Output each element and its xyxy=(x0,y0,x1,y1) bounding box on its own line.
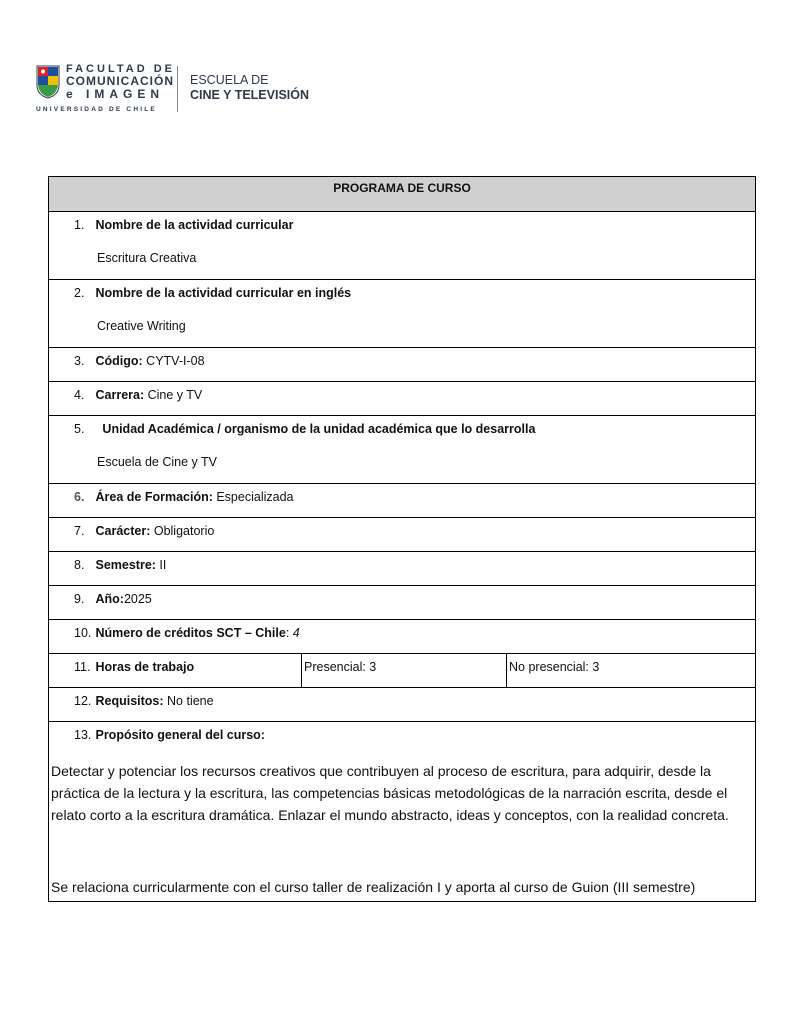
row-year xyxy=(49,585,755,619)
field-value: Creative Writing xyxy=(97,319,186,333)
no-presencial-cell xyxy=(507,654,755,687)
row-course-purpose xyxy=(49,721,755,901)
field-label: Área de Formación: xyxy=(95,490,213,504)
field-value: 2025 xyxy=(123,592,152,606)
field-label: Carácter: xyxy=(95,524,151,538)
field-label: Propósito general del curso: xyxy=(95,728,265,742)
item-number: 8. xyxy=(74,558,85,572)
faculty-name-line3: e IMAGEN xyxy=(66,87,165,101)
field-separator: : xyxy=(285,626,293,640)
item-number: 9. xyxy=(74,592,85,606)
field-value: CYTV-I-08 xyxy=(142,354,205,368)
row-work-hours xyxy=(49,653,755,687)
field-value: No tiene xyxy=(163,694,214,708)
field-label: Nombre de la actividad curricular xyxy=(95,218,294,232)
item-number: 11. xyxy=(74,660,91,674)
item-number: 5. xyxy=(74,422,85,436)
field-label: Requisitos: xyxy=(95,694,164,708)
item-number: 12. xyxy=(74,694,92,708)
field-value: II xyxy=(155,558,167,572)
faculty-name-line1: FACULTAD DE xyxy=(66,63,175,75)
curricular-relation-paragraph: Se relaciona curricularmente con el curso taller de realización I y aporta al curso de Guion (III semestre) xyxy=(51,879,696,895)
field-label: Año: xyxy=(95,592,124,606)
field-value: 4 xyxy=(292,626,300,640)
presencial-hours: Presencial: 3 xyxy=(304,660,377,674)
row-semester xyxy=(49,551,755,585)
work-hours-label-cell xyxy=(49,654,302,687)
field-label: Unidad Académica / organismo de la unidad académica que lo desarrolla xyxy=(102,422,536,436)
field-value: Especializada xyxy=(212,490,294,504)
row-activity-name-english xyxy=(49,279,755,347)
row-credits xyxy=(49,619,755,653)
field-value: Escuela de Cine y TV xyxy=(97,455,217,469)
field-value: Cine y TV xyxy=(144,388,203,402)
field-label: Nombre de la actividad curricular en inglés xyxy=(95,286,352,300)
school-name-line2: CINE Y TELEVISIÓN xyxy=(190,88,310,102)
logo-divider xyxy=(177,66,178,112)
course-program-table xyxy=(48,176,756,902)
field-label: Código: xyxy=(95,354,143,368)
row-academic-unit xyxy=(49,415,755,483)
item-number: 13. xyxy=(74,728,92,742)
field-label: Carrera: xyxy=(95,388,145,402)
field-label: Número de créditos SCT – Chile xyxy=(95,626,286,640)
item-number: 7. xyxy=(74,524,85,538)
row-character xyxy=(49,517,755,551)
field-label: Semestre: xyxy=(95,558,156,572)
faculty-logo xyxy=(36,60,336,120)
table-title: PROGRAMA DE CURSO xyxy=(49,177,755,211)
row-training-area xyxy=(49,483,755,517)
field-value: Obligatorio xyxy=(150,524,215,538)
field-label: Horas de trabajo xyxy=(95,660,195,674)
purpose-paragraph: Detectar y potenciar los recursos creativos que contribuyen al proceso de escritura, para adquirir, desde la práctica de la lectura y la escritura, las competencias básicas metodológicas de la narración escrita, desde el relato corto a la escritura dramática. Enlazar el mundo abstracto, ideas y conceptos, con la realidad concreta. xyxy=(51,763,729,823)
faculty-name-line2: COMUNICACIÓN xyxy=(66,74,174,88)
item-number: 2. xyxy=(74,286,85,300)
university-emblem-icon xyxy=(36,65,60,99)
item-number: 4. xyxy=(74,388,85,402)
university-name: UNIVERSIDAD DE CHILE xyxy=(36,106,157,113)
item-number: 3. xyxy=(74,354,85,368)
presencial-cell xyxy=(302,654,507,687)
row-code xyxy=(49,347,755,381)
row-requirements xyxy=(49,687,755,721)
item-number: 1. xyxy=(74,218,85,232)
item-number: 10. xyxy=(74,626,92,640)
no-presencial-hours: No presencial: 3 xyxy=(509,660,600,674)
item-number: 6. xyxy=(74,490,85,504)
school-name-line1: ESCUELA DE xyxy=(190,73,269,87)
row-activity-name xyxy=(49,211,755,279)
field-value: Escritura Creativa xyxy=(97,251,197,265)
row-career xyxy=(49,381,755,415)
